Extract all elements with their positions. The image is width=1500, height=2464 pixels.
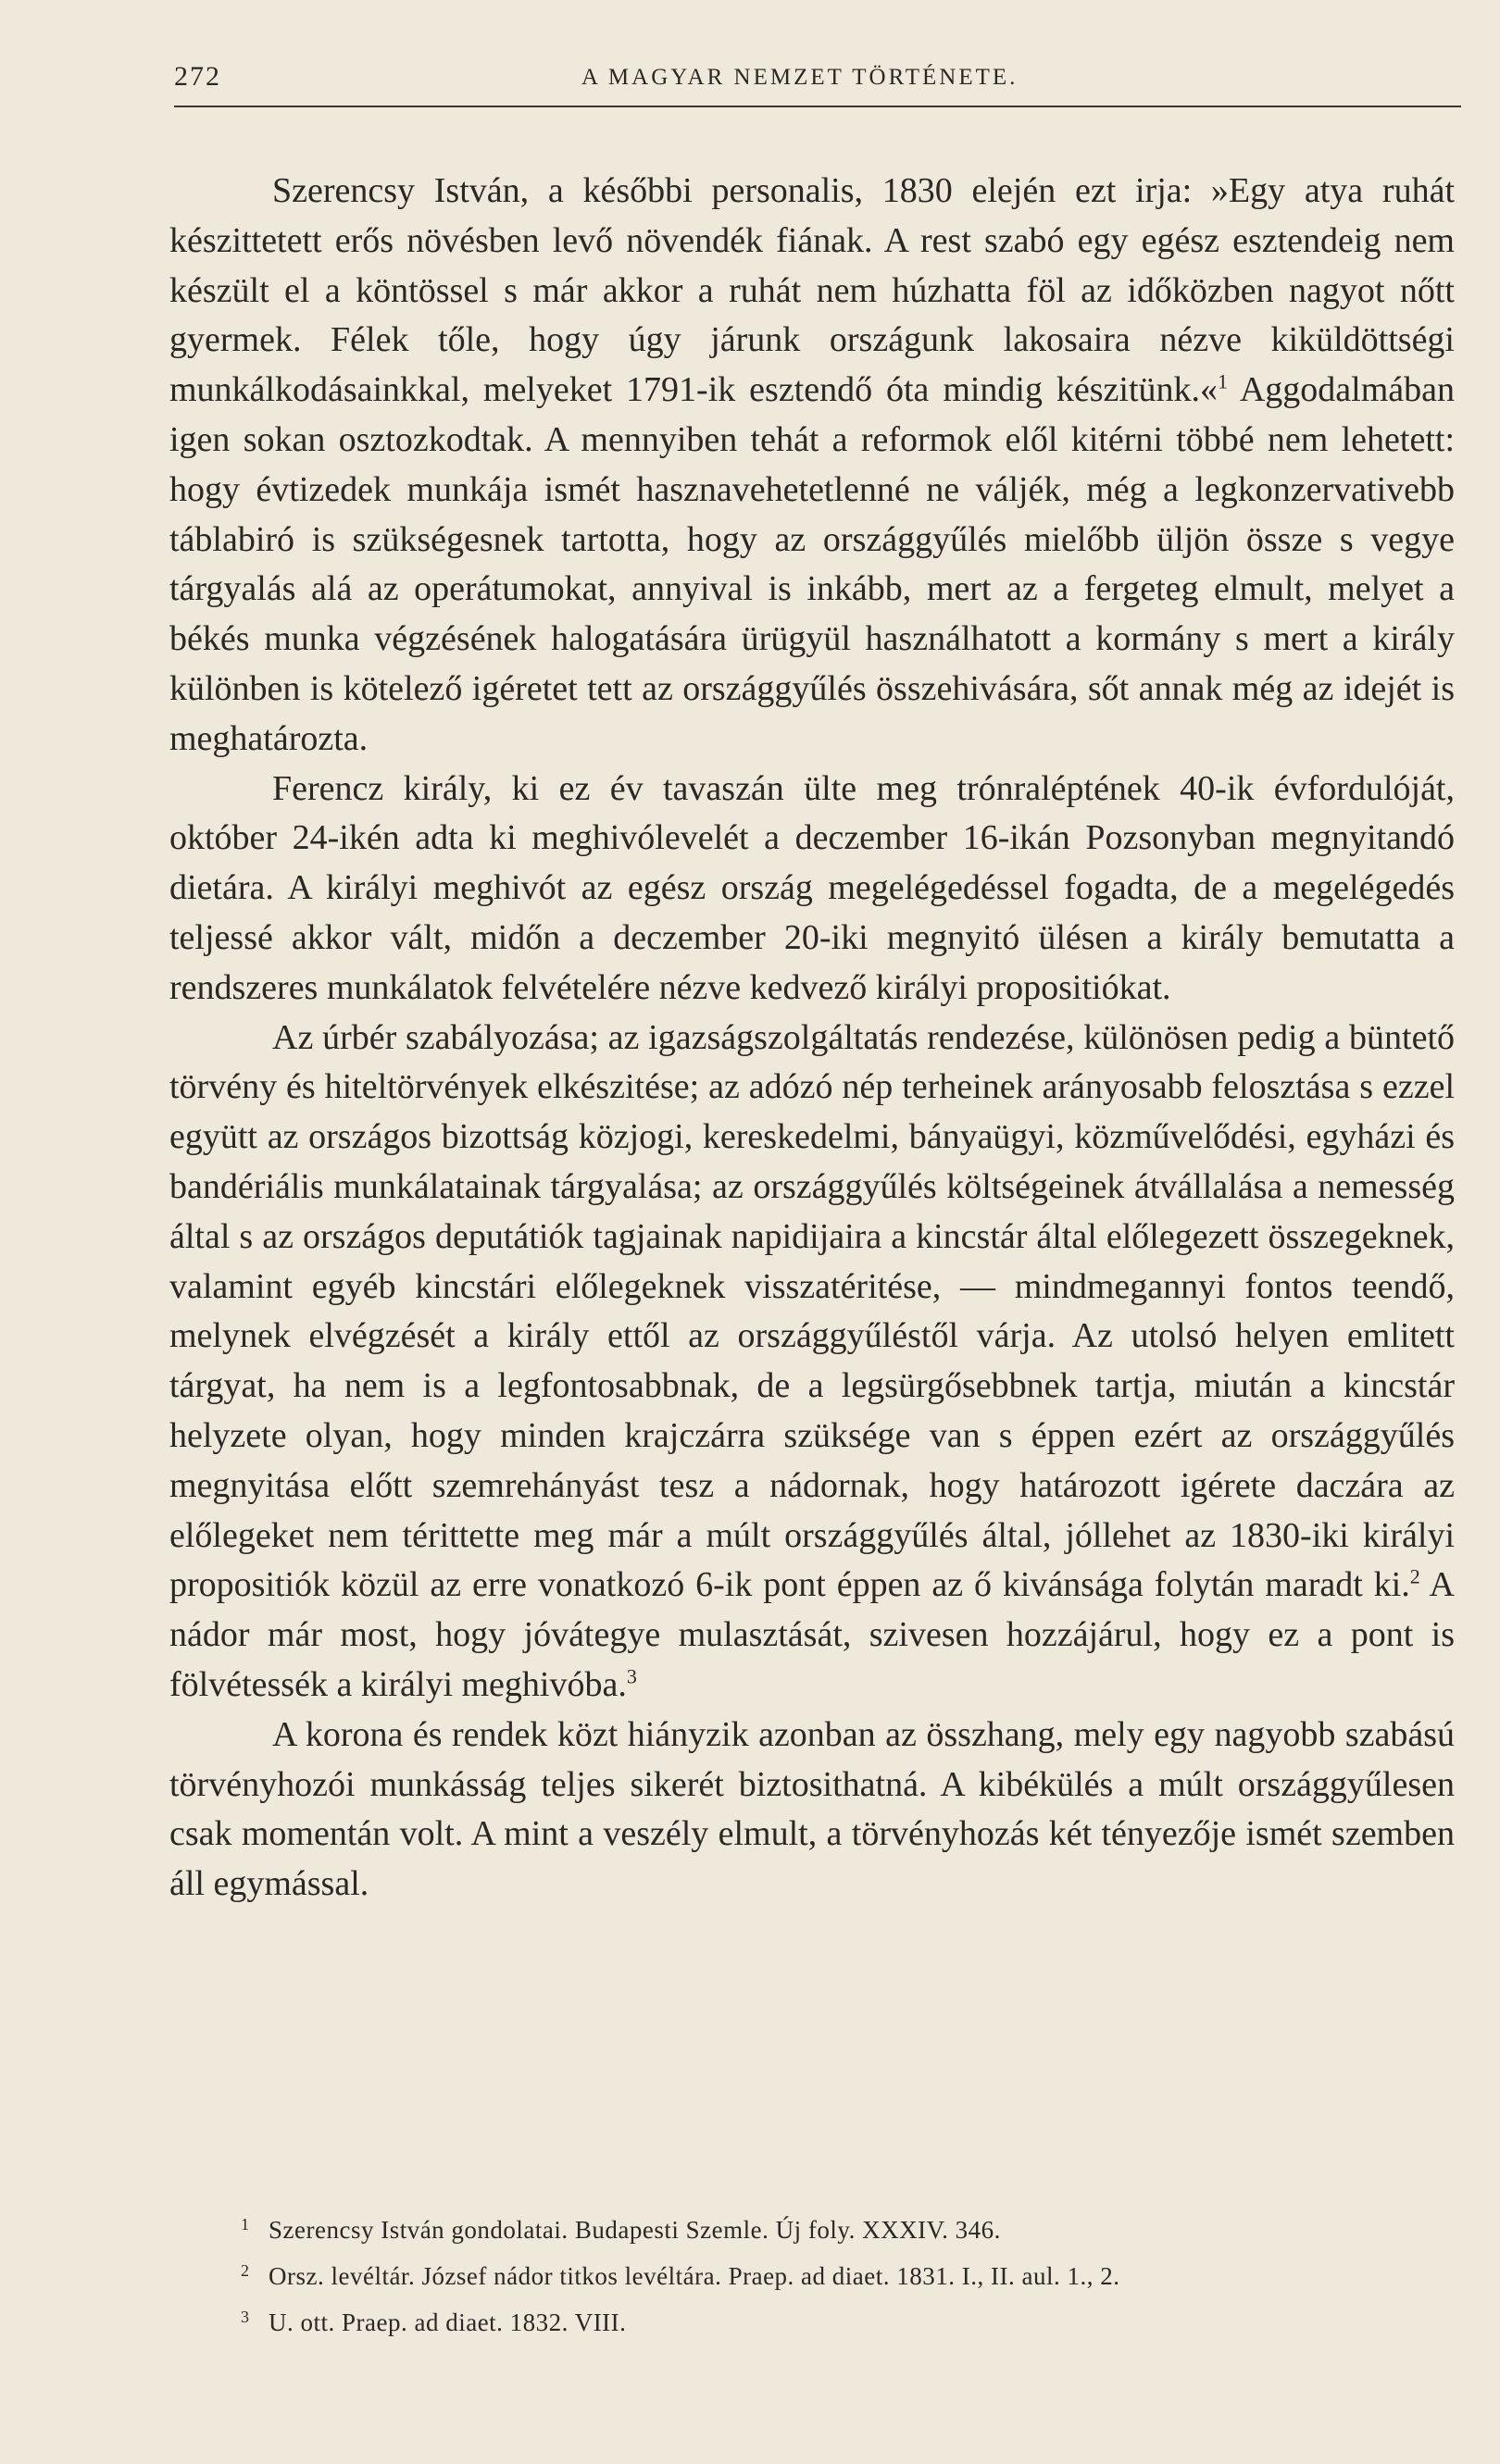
footnotes xyxy=(241,2207,1454,2346)
footnote-1 xyxy=(241,2207,1454,2253)
footnote-ref-1: 1 xyxy=(1218,369,1229,393)
running-head xyxy=(174,61,1461,107)
footnote-2 xyxy=(241,2253,1454,2299)
paragraph-1-rest: Aggodalmában igen sokan osztozkodtak. A mennyiben tehát a reformok elől kitérni többé nem lehetett: hogy évtizedek munkája ismét hasznavehetetlenné ne váljék, még a legkonzervativebb táblabiró is szükségesnek tartotta, hogy az országgyűlés mielőbb üljön össze s vegye tárgyalás alá az operátumokat, annyival is inkább, mert az a fergeteg elmult, melyet a békés munka végzésének halogatására ürügyül használhatott a kormány s mert a király különben is kötelező igéretet tett az országgyűlés összehivására, sőt annak még az idejét is meghatározta. xyxy=(169,370,1455,758)
paragraph-2: Ferencz király, ki ez év tavaszán ülte meg trónraléptének 40-ik évfordulóját, október 24-ikén adta ki meghivólevelét a deczember 16-ikán Pozsonyban megnyitandó dietára. A királyi meghivót az egész ország megelégedéssel fogadta, de a megelégedés teljessé akkor vált, midőn a deczember 20-iki megnyitó ülésen a király bemutatta a rendszeres munkálatok felvételére nézve kedvező királyi propositiókat. xyxy=(169,768,1455,1007)
paragraph-4: A korona és rendek közt hiányzik azonban az összhang, mely egy nagyobb szabású törvényhozói munkásság teljes sikerét biztosithatná. A kibékülés a múlt országgyűlesen csak momentán volt. A mint a veszély elmult, a törvényhozás két tényezője ismét szemben áll egymással. xyxy=(169,1714,1455,1904)
footnote-mark: 2 xyxy=(241,2261,250,2280)
footnote-ref-2: 2 xyxy=(1409,1564,1420,1588)
footnote-3 xyxy=(241,2299,1454,2346)
page-number: 272 xyxy=(174,61,221,92)
footnote-mark: 1 xyxy=(241,2215,250,2234)
paragraph-3-text: Az úrbér szabályozása; az igazságszolgáltatás rendezése, különösen pedig a büntető törvény és hiteltörvények elkészitése; az adózó nép terheinek arányosabb felosztása s ezzel együtt az országos bizottság közjogi, kereskedelmi, bányaügyi, közművelődési, egyházi és bandériális munkálatainak tárgyalása; az országgyűlés költségeinek átvállalása a nemesség által s az országos deputátiók tagjainak napidijaira a kincstár által előlegezett összegeknek, valamint egyéb kincstári előlegeknek visszatéritése, — mindmegannyi fontos teendő, melynek elvégzését a király ettől az országgyűléstől várja. Az utolsó helyen emlitett tárgyat, ha nem is a legfontosabbnak, de a legsürgősebbnek tartja, miután a kincstár helyzete olyan, hogy minden krajczárra szüksége van s éppen ezért az országgyűlés megnyitása előtt szemrehányást tesz a nádornak, hogy határozott igérete daczára az előlegeket nem térittette meg már a múlt országgyűlés által, jóllehet az 1830-iki királyi propositiók közül az erre vonatkozó 6-ik pont éppen az ő kivánsága folytán maradt ki. xyxy=(169,1017,1455,1605)
footnote-text: U. ott. Praep. ad diaet. 1832. VIII. xyxy=(269,2308,627,2336)
paragraph-3-middle: A nádor már most, hogy jóvátegye mulasztását, szivesen hozzájárul, hogy ez a pont is fölvétessék a királyi meghivóba. xyxy=(169,1565,1455,1704)
footnote-text: Szerencsy István gondolatai. Budapesti Szemle. Új foly. XXXIV. 346. xyxy=(269,2216,1001,2244)
footnote-mark: 3 xyxy=(241,2308,250,2326)
footnote-text: Orsz. levéltár. József nádor titkos levéltára. Praep. ad diaet. 1831. I., II. aul. 1., 2. xyxy=(269,2262,1120,2290)
body-text xyxy=(169,167,1455,1910)
paragraph-1-text: Szerencsy István, a későbbi personalis, 1830 elején ezt irja: »Egy atya ruhát készittetett erős növésben levő növendék fiának. A rest szabó egy egész esztendeig nem készült el a köntössel s már akkor a ruhát nem húzhatta föl az időközben nagyot nőtt gyermek. Félek tőle, hogy úgy járunk országunk lakosaira nézve kiküldöttségi munkálkodásainkkal, melyeket 1791-ik esztendő óta mindig készitünk.« xyxy=(169,171,1455,410)
running-title: A MAGYAR NEMZET TÖRTÉNETE. xyxy=(581,65,1019,90)
paragraph-3 xyxy=(169,1014,1455,1711)
footnote-ref-3: 3 xyxy=(626,1664,637,1688)
paragraph-1 xyxy=(169,167,1455,765)
